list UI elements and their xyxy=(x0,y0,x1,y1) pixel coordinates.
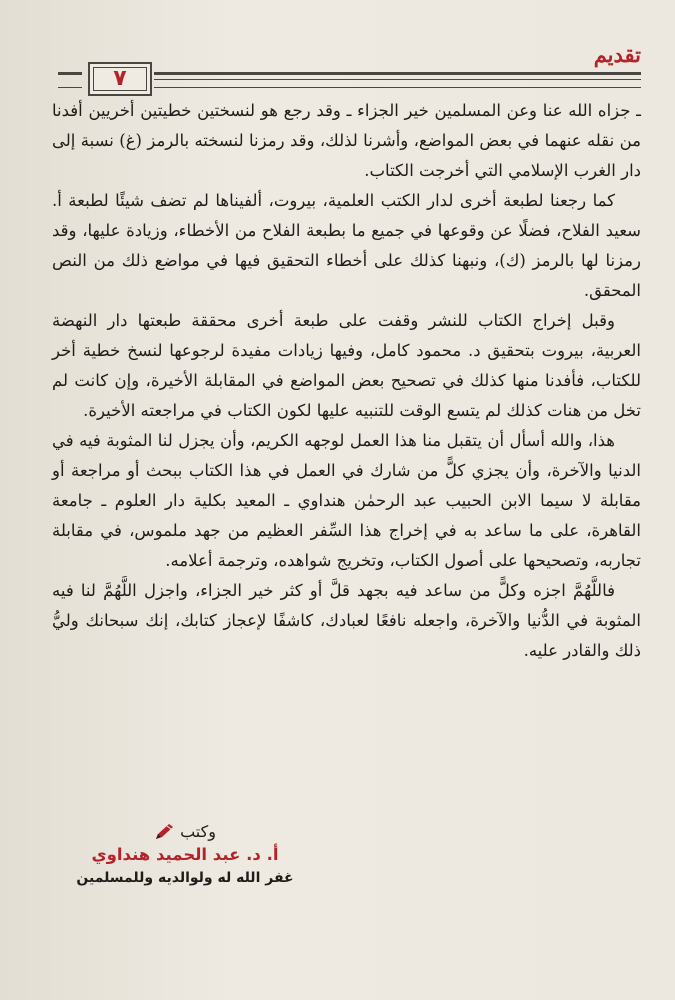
rule-lines xyxy=(154,72,641,88)
signature-wrote-line xyxy=(60,822,310,841)
signature-name: أ. د. عبد الحميد هنداوي xyxy=(91,845,279,864)
header-rule xyxy=(58,66,641,92)
paragraph: وقبل إخراج الكتاب للنشر وقفت على طبعة أخرى محققة طبعتها دار النهضة العربية، بيروت بتحقيق د. محمود كامل، وفيها زيادات مفيدة لرجوعها لنسخ خطية أخر للكتاب، فأفدنا منها كذلك في تصحيح بعض المواضع في المقابلة الأخيرة، وإن كانت لم تخل من هنات كذلك لم يتسع الوقت للتنبيه عليها لكون الكتاب في مراجعته الأخيرة. xyxy=(52,311,641,420)
rule-left-segment xyxy=(58,72,82,88)
paragraph: هذا، والله أسأل أن يتقبل منا هذا العمل لوجهه الكريم، وأن يجزل لنا المثوبة فيه في الدنيا والآخرة، وأن يجزي كلًّ من شارك في العمل في هذا الكتاب ببحث أو مراجعة أو مقابلة لا سيما الابن الحبيب عبد الرحمٰن هنداوي ـ المعيد بكلية دار العلوم ـ جامعة القاهرة، على ما ساعد به في إخراج هذا السِّفر العظيم من جهد ملموس، في مقابلة تجاربه، وتصحيحها على أصول الكتاب، وتخريج شواهده، وترجمة أعلامه. xyxy=(52,431,641,570)
signature-prayer: غفر الله له ولوالديه وللمسلمين xyxy=(76,870,294,886)
pen-icon xyxy=(154,823,174,841)
signature-wrote-label: وكتب xyxy=(180,822,216,841)
paragraph: فاللَّهُمَّ اجزه وكلًّ من ساعد فيه بجهد قلَّ أو كثر خير الجزاء، واجزل اللَّهُمَّ لنا فيه المثوبة في الدُّنيا والآخرة، واجعله نافعًا لعبادك، كاشفًا لإعجاز كتابك، إنك سبحانك وليُّ ذلك والقادر عليه. xyxy=(52,581,641,660)
paragraph: كما رجعنا لطبعة أخرى لدار الكتب العلمية، بيروت، ألفيناها لم تضف شيئًا لطبعة أ. سعيد الفلاح، فضلًا عن وقوعها في جميع ما بطبعة الفلاح من الأخطاء، وزيادة عليها، وقد رمزنا لها بالرمز (ك)، ونبهنا كذلك على أخطاء التحقيق فيها في مواضع ذلك من النص المحقق. xyxy=(52,191,641,300)
chapter-title: تقديم xyxy=(593,42,641,67)
paragraph: ـ جزاه الله عنا وعن المسلمين خير الجزاء ـ وقد رجع هو لنسختين خطيتين أخريين أفدنا من نقله عنهما في بعض المواضع، وأشرنا لذلك، وقد رمزنا لنسخته بالرمز (غ) نسبة إلى دار الغرب الإسلامي التي أخرجت الكتاب. xyxy=(52,101,641,180)
page-number: ٧ xyxy=(113,66,127,91)
body-text xyxy=(52,96,641,666)
signature-block xyxy=(60,822,310,886)
page-number-box xyxy=(88,62,152,96)
